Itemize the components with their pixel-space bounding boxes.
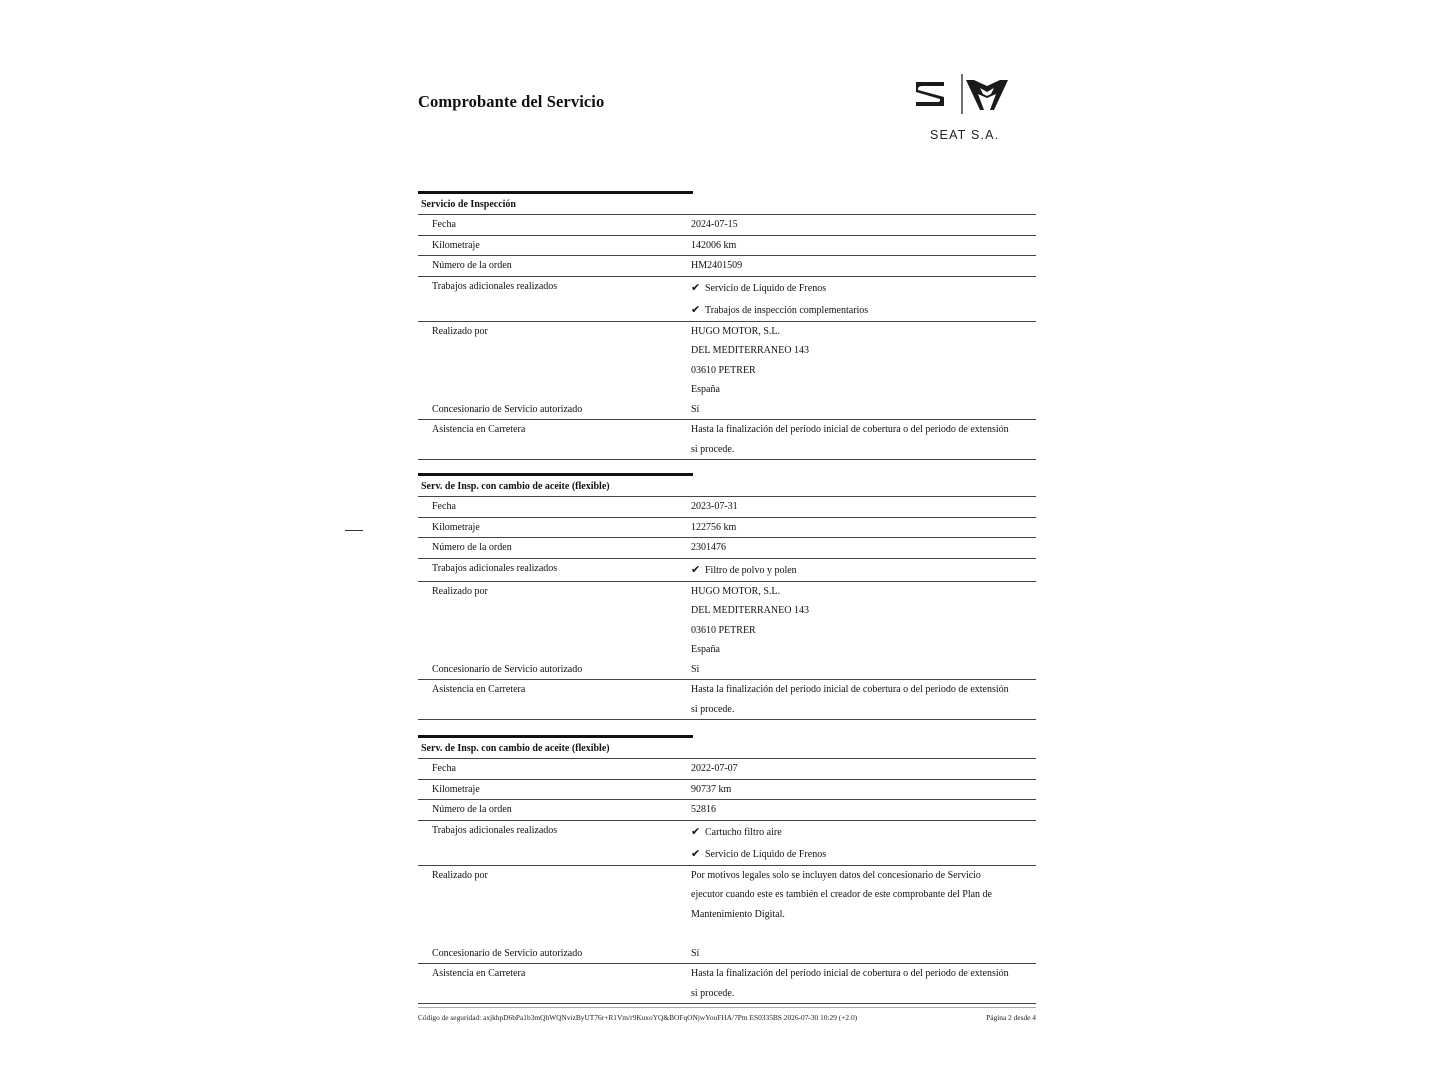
table-row (418, 582, 1036, 660)
value-line: 03610 PETRER (691, 624, 756, 636)
page-number: Página 2 desde 4 (986, 1013, 1036, 1022)
table-row (418, 821, 1036, 866)
value-line: 2024-07-15 (691, 219, 738, 230)
section-header (418, 473, 1036, 497)
table-row (418, 780, 1036, 801)
value-line: HM2401509 (691, 260, 743, 271)
row-label: Realizado por (432, 869, 488, 881)
value-line (691, 924, 1032, 944)
row-label: Fecha (432, 763, 456, 774)
checkmark-icon: ✔ (691, 846, 701, 860)
table-row (418, 518, 1036, 539)
row-label: Trabajos adicionales realizados (432, 562, 558, 574)
value-line: si procede. (691, 703, 735, 715)
value-line: Hasta la finalización del periodo inicial de cobertura o del periodo de extensión (691, 684, 1009, 695)
value-line: 142006 km (691, 239, 737, 251)
value-line: Sí (691, 403, 700, 415)
table-row (418, 322, 1036, 400)
table-row (418, 420, 1036, 460)
row-label: Kilometraje (432, 783, 480, 795)
check-item-text: Filtro de polvo y polen (705, 564, 797, 576)
checkmark-icon: ✔ (691, 302, 701, 316)
row-label: Concesionario de Servicio autorizado (432, 663, 583, 675)
row-value (691, 866, 1036, 944)
row-value (691, 964, 1036, 1003)
row-label: Kilometraje (432, 521, 480, 533)
row-value (691, 322, 1036, 400)
row-value (691, 277, 1036, 321)
check-item (691, 559, 1032, 581)
row-label: Número de la orden (432, 542, 512, 553)
row-label: Asistencia en Carretera (432, 968, 526, 979)
row-label: Trabajos adicionales realizados (432, 280, 558, 292)
table-row (418, 497, 1036, 518)
service-section (418, 191, 1036, 460)
value-line: Hasta la finalización del periodo inicial de cobertura o del periodo de extensión (691, 968, 1009, 979)
checkmark-icon: ✔ (691, 562, 701, 576)
row-value (691, 759, 1036, 779)
value-line: Mantenimiento Digital. (691, 908, 785, 920)
row-label: Trabajos adicionales realizados (432, 824, 558, 836)
brand-logos (910, 70, 1020, 150)
table-row (418, 256, 1036, 277)
row-value (691, 215, 1036, 235)
logo-caption: SEAT S.A. (930, 128, 1000, 142)
value-line: España (691, 644, 720, 655)
value-line: 52816 (691, 804, 716, 815)
row-value (691, 400, 1036, 420)
table-row (418, 277, 1036, 322)
value-line: si procede. (691, 987, 735, 999)
value-line: Por motivos legales solo se incluyen datos del concesionario de Servicio (691, 869, 981, 881)
row-value (691, 660, 1036, 680)
table-row (418, 800, 1036, 821)
table-row (418, 759, 1036, 780)
row-value (691, 497, 1036, 517)
section-title: Serv. de Insp. con cambio de aceite (flexible) (418, 473, 693, 496)
row-value (691, 944, 1036, 964)
table-row (418, 538, 1036, 559)
table-row (418, 236, 1036, 257)
check-item (691, 821, 1032, 843)
value-line: HUGO MOTOR, S.L. (691, 325, 780, 337)
check-item-text: Trabajos de inspección complementarios (705, 304, 869, 316)
row-label: Asistencia en Carretera (432, 684, 526, 695)
row-label: Concesionario de Servicio autorizado (432, 403, 583, 415)
row-label: Kilometraje (432, 239, 480, 251)
row-value (691, 680, 1036, 719)
table-row (418, 215, 1036, 236)
footer (418, 1007, 1036, 1022)
table-row (418, 400, 1036, 421)
check-item-text: Cartucho filtro aire (705, 826, 782, 838)
row-label: Realizado por (432, 325, 488, 337)
value-line: Hasta la finalización del periodo inicial de cobertura o del periodo de extensión (691, 424, 1009, 435)
security-code: Código de seguridad: axjkhpD6bPa1b3mQhWQNvizByUT76r+R1Vm/r9KuxoYQ&BOFqONjwYouFHA/7Pm ES0335BS 2026-07-30 10:29 (+2.0) (418, 1013, 858, 1022)
section-header (418, 735, 1036, 759)
row-value (691, 420, 1036, 459)
row-value (691, 538, 1036, 558)
value-line: HUGO MOTOR, S.L. (691, 585, 780, 597)
page-title: Comprobante del Servicio (418, 92, 605, 111)
value-line: España (691, 384, 720, 395)
service-section (418, 473, 1036, 720)
table-row (418, 660, 1036, 681)
row-label: Fecha (432, 501, 456, 512)
value-line: 2022-07-07 (691, 763, 738, 774)
row-value (691, 559, 1036, 581)
row-value (691, 236, 1036, 256)
checkmark-icon: ✔ (691, 280, 701, 294)
check-item-text: Servicio de Líquido de Frenos (705, 282, 827, 294)
service-section (418, 735, 1036, 1004)
row-label: Número de la orden (432, 804, 512, 815)
check-item (691, 299, 1032, 321)
table-row (418, 559, 1036, 582)
check-item (691, 843, 1032, 865)
seat-cupra-logo-icon (910, 70, 1020, 120)
check-item (691, 277, 1032, 299)
row-label: Realizado por (432, 585, 488, 597)
row-value (691, 518, 1036, 538)
value-line: DEL MEDITERRANEO 143 (691, 605, 809, 616)
row-label: Número de la orden (432, 260, 512, 271)
checkmark-icon: ✔ (691, 824, 701, 838)
value-line: Sí (691, 947, 700, 959)
row-label: Fecha (432, 219, 456, 230)
check-item-text: Servicio de Líquido de Frenos (705, 848, 827, 860)
row-value (691, 780, 1036, 800)
table-row (418, 944, 1036, 965)
value-line: 03610 PETRER (691, 364, 756, 376)
value-line: 2301476 (691, 542, 726, 553)
value-line: 122756 km (691, 521, 737, 533)
value-line: si procede. (691, 443, 735, 455)
row-label: Concesionario de Servicio autorizado (432, 947, 583, 959)
margin-mark (345, 530, 363, 531)
section-title: Serv. de Insp. con cambio de aceite (flexible) (418, 735, 693, 758)
value-line: 2023-07-31 (691, 501, 738, 512)
row-value (691, 582, 1036, 660)
row-label: Asistencia en Carretera (432, 424, 526, 435)
value-line: Sí (691, 663, 700, 675)
section-title: Servicio de Inspección (418, 191, 693, 214)
table-row (418, 866, 1036, 944)
table-row (418, 680, 1036, 720)
row-value (691, 800, 1036, 820)
table-row (418, 964, 1036, 1004)
section-header (418, 191, 1036, 215)
value-line: ejecutor cuando este es también el creador de este comprobante del Plan de (691, 889, 992, 900)
value-line: DEL MEDITERRANEO 143 (691, 345, 809, 356)
value-line: 90737 km (691, 783, 732, 795)
row-value (691, 821, 1036, 865)
row-value (691, 256, 1036, 276)
